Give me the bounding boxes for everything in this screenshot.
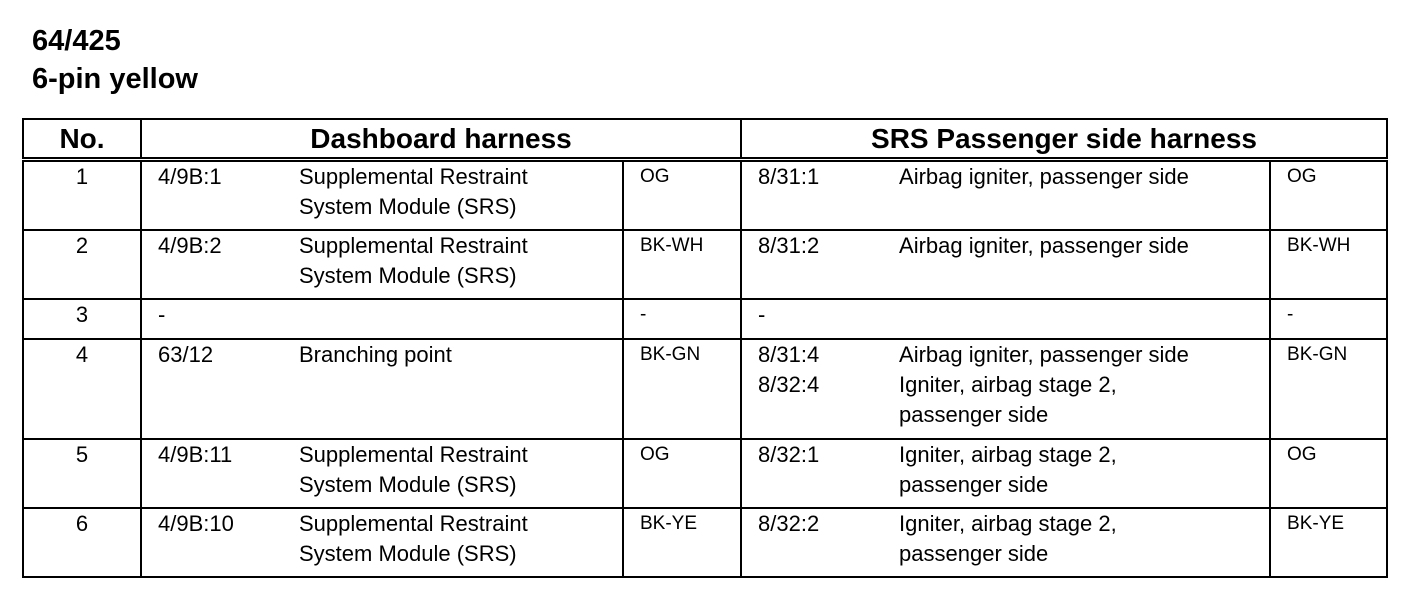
table-row: [23, 160, 1387, 231]
dashboard-reference-text: 63/12: [158, 342, 214, 367]
table-row: [23, 439, 1387, 508]
dashboard-reference: [141, 439, 299, 508]
srs-description: [899, 160, 1270, 231]
srs-wire-color-text: BK-YE: [1287, 513, 1345, 534]
srs-reference-line: 8/32:1: [758, 442, 820, 467]
table-row: [23, 508, 1387, 577]
pin-number-text: 1: [75, 164, 89, 189]
connector-description: 6-pin yellow: [32, 63, 198, 95]
dashboard-description-line: System Module (SRS): [299, 194, 517, 219]
srs-reference-line: 8/31:4: [758, 342, 820, 367]
dashboard-reference-text: 4/9B:10: [158, 511, 234, 536]
srs-reference: [741, 160, 899, 231]
srs-description-line: passenger side: [899, 541, 1049, 566]
dashboard-reference: [141, 299, 299, 339]
srs-description-line: Airbag igniter, passenger side: [899, 233, 1189, 258]
srs-wire-color-text: OG: [1287, 444, 1317, 465]
dashboard-reference-text: 4/9B:11: [158, 442, 233, 467]
dashboard-wire-color-text: -: [640, 304, 647, 325]
srs-description-line: Igniter, airbag stage 2,: [899, 511, 1117, 536]
srs-description: [899, 439, 1270, 508]
dashboard-reference-text: -: [158, 302, 166, 327]
srs-description-line: passenger side: [899, 472, 1049, 497]
srs-description-line: Igniter, airbag stage 2,: [899, 442, 1117, 467]
srs-wire-color-text: -: [1287, 304, 1294, 325]
dashboard-description-line: Supplemental Restraint: [299, 233, 528, 258]
pin-number: [23, 439, 141, 508]
srs-description-line: Airbag igniter, passenger side: [899, 164, 1189, 189]
srs-reference: [741, 339, 899, 439]
srs-description-line: passenger side: [899, 402, 1049, 427]
header-row: [23, 119, 1387, 160]
dashboard-description-line: System Module (SRS): [299, 472, 517, 497]
srs-wire-color-text: OG: [1287, 166, 1317, 187]
dashboard-description-line: System Module (SRS): [299, 263, 517, 288]
pin-number: [23, 339, 141, 439]
header-no: No.: [23, 119, 141, 160]
header-dashboard-harness: Dashboard harness: [141, 119, 741, 160]
srs-reference: [741, 439, 899, 508]
pin-number-text: 3: [75, 302, 89, 327]
pin-number: [23, 160, 141, 231]
pin-number: [23, 299, 141, 339]
pin-number-text: 6: [75, 511, 89, 536]
dashboard-description-line: Branching point: [299, 342, 452, 367]
dashboard-wire-color-text: OG: [640, 166, 670, 187]
dashboard-description: [299, 439, 623, 508]
srs-reference-line: 8/31:2: [758, 233, 820, 258]
connector-id: 64/425: [32, 25, 121, 57]
pin-number-text: 4: [75, 342, 89, 367]
srs-wire-color: [1270, 439, 1387, 508]
dashboard-wire-color: [623, 160, 741, 231]
dashboard-reference: [141, 339, 299, 439]
srs-reference-line: 8/31:1: [758, 164, 820, 189]
srs-description-line: Airbag igniter, passenger side: [899, 342, 1189, 367]
dashboard-reference: [141, 160, 299, 231]
srs-description: [899, 230, 1270, 299]
dashboard-reference: [141, 230, 299, 299]
pin-number-text: 5: [75, 442, 89, 467]
dashboard-wire-color: [623, 439, 741, 508]
dashboard-reference-text: 4/9B:1: [158, 164, 222, 189]
dashboard-wire-color: [623, 230, 741, 299]
dashboard-description-line: Supplemental Restraint: [299, 511, 528, 536]
dashboard-description: [299, 230, 623, 299]
dashboard-reference: [141, 508, 299, 577]
dashboard-wire-color: [623, 299, 741, 339]
connector-title: [32, 22, 198, 98]
dashboard-reference-text: 4/9B:2: [158, 233, 222, 258]
dashboard-wire-color: [623, 508, 741, 577]
srs-reference: [741, 508, 899, 577]
srs-description: [899, 339, 1270, 439]
dashboard-wire-color-text: BK-WH: [640, 235, 704, 256]
table-row: [23, 339, 1387, 439]
pin-number: [23, 508, 141, 577]
dashboard-description: [299, 299, 623, 339]
srs-wire-color-text: BK-GN: [1287, 344, 1348, 365]
dashboard-description: [299, 508, 623, 577]
srs-description: [899, 508, 1270, 577]
srs-description-line: Igniter, airbag stage 2,: [899, 372, 1117, 397]
dashboard-wire-color-text: BK-GN: [640, 344, 701, 365]
srs-reference-line: -: [758, 302, 766, 327]
dashboard-description-line: System Module (SRS): [299, 541, 517, 566]
table-row: [23, 230, 1387, 299]
srs-wire-color: [1270, 508, 1387, 577]
table-row: [23, 299, 1387, 339]
dashboard-description: [299, 339, 623, 439]
srs-wire-color: [1270, 299, 1387, 339]
dashboard-description: [299, 160, 623, 231]
srs-wire-color-text: BK-WH: [1287, 235, 1351, 256]
srs-wire-color: [1270, 160, 1387, 231]
header-srs-harness: SRS Passenger side harness: [741, 119, 1387, 160]
srs-reference-line: 8/32:2: [758, 511, 820, 536]
dashboard-description-line: Supplemental Restraint: [299, 442, 528, 467]
srs-reference-line: 8/32:4: [758, 372, 820, 397]
srs-description: [899, 299, 1270, 339]
dashboard-wire-color-text: BK-YE: [640, 513, 698, 534]
srs-wire-color: [1270, 339, 1387, 439]
srs-reference: [741, 230, 899, 299]
pin-assignment-table: [22, 118, 1388, 578]
pin-number-text: 2: [75, 233, 89, 258]
srs-wire-color: [1270, 230, 1387, 299]
dashboard-wire-color: [623, 339, 741, 439]
pin-number: [23, 230, 141, 299]
srs-reference: [741, 299, 899, 339]
dashboard-wire-color-text: OG: [640, 444, 670, 465]
dashboard-description-line: Supplemental Restraint: [299, 164, 528, 189]
